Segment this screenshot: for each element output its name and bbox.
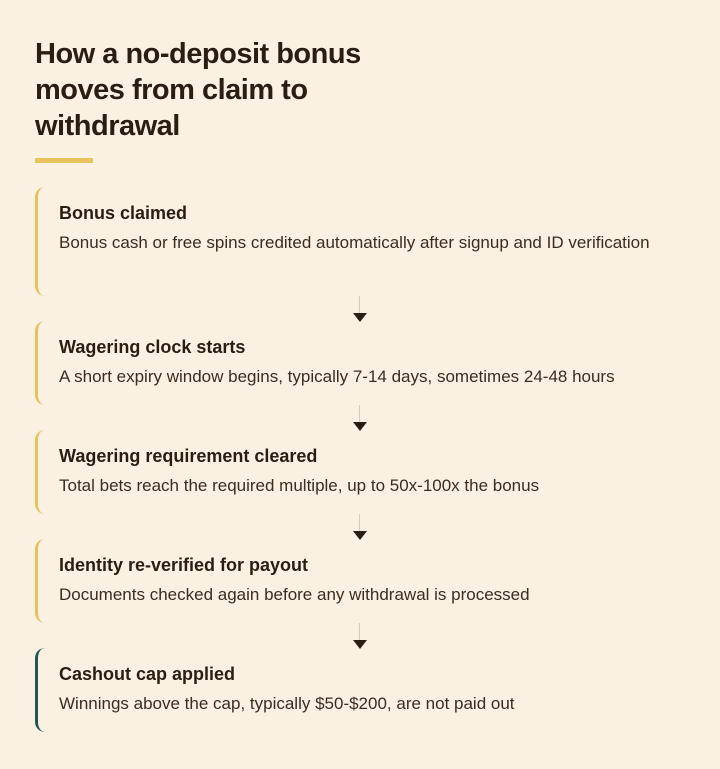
connector-arrow-4	[353, 623, 367, 649]
connector-line	[359, 296, 360, 313]
step-description: Winnings above the cap, typically $50-$200, are not paid out	[59, 694, 515, 713]
connector-line	[359, 405, 360, 422]
connector-arrow-3	[353, 514, 367, 540]
connector-line	[359, 623, 360, 640]
step-title: Cashout cap applied	[59, 664, 236, 684]
step-description: Bonus cash or free spins credited automatically after signup and ID verification	[59, 233, 650, 252]
connector-line	[359, 514, 360, 531]
step-title: Wagering clock starts	[59, 337, 246, 357]
step-bonus-claimed	[35, 187, 675, 296]
title-underline	[35, 158, 93, 163]
step-title: Wagering requirement cleared	[59, 446, 318, 466]
step-title: Bonus claimed	[59, 203, 188, 223]
connector-arrow-2	[353, 405, 367, 431]
step-description: Documents checked again before any withdrawal is processed	[59, 585, 530, 604]
page-title: How a no-deposit bonus moves from claim to withdrawal	[35, 38, 361, 142]
step-title: Identity re-verified for payout	[59, 555, 309, 575]
step-cashout-cap	[35, 648, 675, 732]
step-description: A short expiry window begins, typically 7-14 days, sometimes 24-48 hours	[59, 367, 615, 386]
step-identity-reverified	[35, 539, 675, 623]
step-description: Total bets reach the required multiple, up to 50x-100x the bonus	[59, 476, 540, 495]
connector-arrow-1	[353, 296, 367, 322]
step-wagering-cleared	[35, 430, 675, 514]
step-wagering-clock	[35, 321, 675, 405]
